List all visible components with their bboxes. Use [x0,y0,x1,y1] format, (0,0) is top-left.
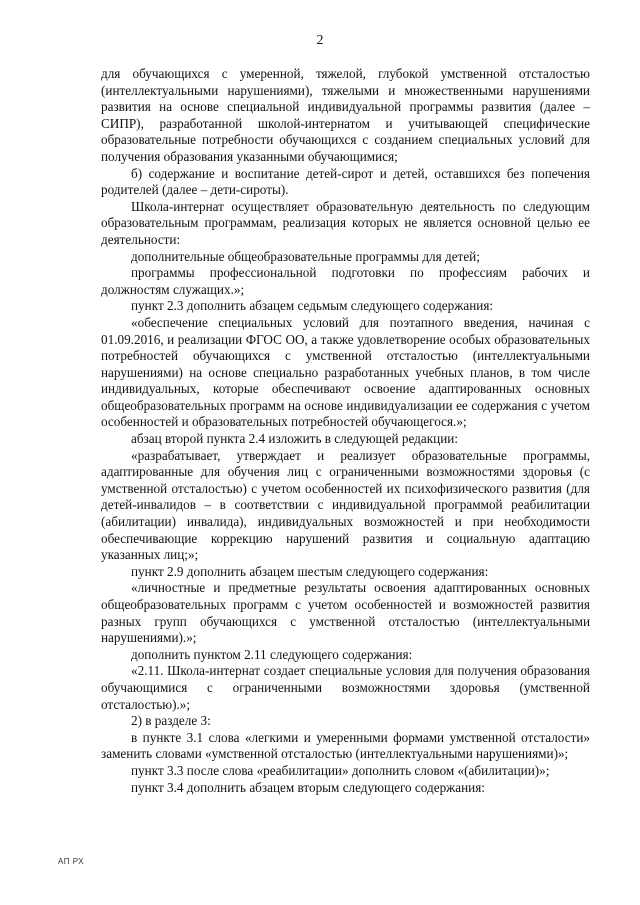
paragraph-7: «обеспечение специальных условий для поэтапного введения, начиная с 01.09.2016, и реализации ФГОС ОО, а также удовлетворение особых образовательных потребностей обучающихся с умственной отсталостью (интеллектуальными нарушениями) на основе специально разработанных учебных планов, в том числе индивидуальных, которые обеспечивают освоение адаптированных основных общеобразовательных программ на основе индивидуализации ее содержания с учетом особенностей и образовательных потребностей обучающегося.»; [101,314,590,430]
paragraph-17: пункт 3.4 дополнить абзацем вторым следующего содержания: [131,779,485,795]
paragraph-14: 2) в разделе 3: [131,713,211,729]
paragraph-4: дополнительные общеобразовательные программы для детей; [131,248,480,264]
paragraph-15: в пункте 3.1 слова «легкими и умеренными формами умственной отсталости» заменить словами «умственной отсталостью (интеллектуальными нарушениями)»; [101,729,590,762]
paragraph-2: б) содержание и воспитание детей-сирот и детей, оставшихся без попечения родителей (далее – дети-сироты). [101,165,590,198]
paragraph-1: для обучающихся с умеренной, тяжелой, глубокой умственной отсталостью (интеллектуальными нарушениями), тяжелыми и множественными нарушениями развития на основе специальной индивидуальной программы развития (далее – СИПР), разработанной школой-интернатом и учитывающей специфические образовательные потребности обучающихся с созданием специальных условий для получения образования указанными обучающимися; [101,66,590,164]
paragraph-9: «разрабатывает, утверждает и реализует образовательные программы, адаптированные для обучения лиц с ограниченными возможностями здоровья (с умственной отсталостью) с учетом особенностей их психофизического развития (для детей-инвалидов – в соответствии с индивидуальной программой реабилитации (абилитации) инвалида), индивидуальных возможностей и при необходимости обеспечивающие коррекцию нарушений развития и социальную адаптацию указанных лиц;»; [101,447,590,563]
paragraph-8: абзац второй пункта 2.4 изложить в следующей редакции: [131,431,458,447]
paragraph-11: «личностные и предметные результаты освоения адаптированных основных общеобразовательных программ с учетом особенностей и возможностей развития разных групп обучающихся с умственной отсталостью (интеллектуальными нарушениями).»; [101,580,590,646]
paragraph-6: пункт 2.3 дополнить абзацем седьмым следующего содержания: [131,298,494,314]
document-body [101,66,590,796]
paragraph-10: пункт 2.9 дополнить абзацем шестым следующего содержания: [131,563,489,579]
paragraph-16: пункт 3.3 после слова «реабилитации» дополнить словом «(абилитации)»; [131,762,550,778]
footer-mark: АП РХ [58,857,85,866]
paragraph-5: программы профессиональной подготовки по профессиям рабочих и должностям служащих.»; [101,265,590,297]
paragraph-3: Школа-интернат осуществляет образовательную деятельность по следующим образовательным программам, реализация которых не является основной целью ее деятельности: [101,198,590,247]
paragraph-13: «2.11. Школа-интернат создает специальные условия для получения образования обучающимися с ограниченными возможностями здоровья (умственной отсталостью).»; [101,663,590,712]
paragraph-12: дополнить пунктом 2.11 следующего содержания: [131,646,413,662]
page-number: 2 [316,33,324,48]
